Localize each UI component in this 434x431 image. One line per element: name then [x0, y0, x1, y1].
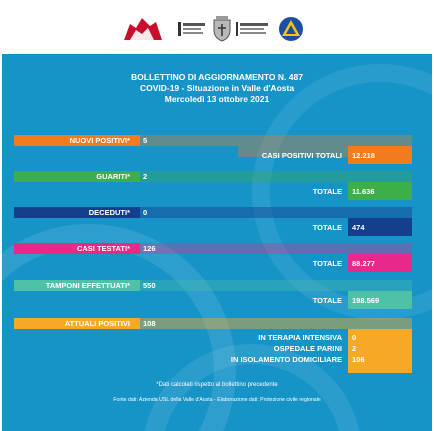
- deceduti-value: 0: [143, 208, 148, 217]
- deceduti-total-value: 474: [352, 223, 365, 232]
- value-bar: [140, 135, 412, 146]
- ausl-logo: [178, 20, 206, 38]
- value-bar: [140, 280, 412, 291]
- civil-protection-logo: [278, 16, 304, 42]
- terapia-intensiva-label: IN TERAPIA INTENSIVA: [258, 333, 342, 342]
- guariti-total-value: 11.636: [352, 187, 375, 196]
- nuovi-positivi-value: 5: [143, 136, 148, 145]
- nuovi-positivi-label: NUOVI POSITIVI*: [69, 136, 130, 145]
- deceduti-label: DECEDUTI*: [88, 208, 130, 217]
- guariti-label: GUARITI*: [96, 172, 130, 181]
- attuali-positivi-value: 108: [143, 319, 156, 328]
- data-source-note: Fonte dati: Azienda USL della Valle d'Aosta - Elaborazione dati: Protezione civile regionale: [113, 397, 321, 403]
- casi-testati-total-value: 88.277: [352, 259, 375, 268]
- guariti-total-label: TOTALE: [312, 187, 342, 196]
- bulletin-date: Mercoledì 13 ottobre 2021: [164, 94, 270, 104]
- logo-strip: [0, 0, 434, 54]
- bulletin-card: [2, 54, 432, 431]
- regione-logo: [122, 14, 164, 44]
- breakdown-value-bar: [348, 329, 412, 373]
- tamponi-label: TAMPONI EFFETTUATI*: [45, 281, 130, 290]
- casi-positivi-totali-value: 12.218: [352, 151, 375, 160]
- casi-testati-label: CASI TESTATI*: [76, 244, 130, 253]
- bulletin-title: BOLLETTINO DI AGGIORNAMENTO N. 487: [131, 72, 303, 82]
- bulletin-subtitle: COVID-19 - Situazione in Valle d'Aosta: [139, 83, 295, 93]
- casi-positivi-totali-label: CASI POSITIVI TOTALI: [261, 151, 342, 160]
- value-bar: [140, 171, 412, 182]
- ospedale-parini-label: OSPEDALE PARINI: [273, 344, 342, 353]
- footnote: *Dati calcolati rispetto al bollettino precedente: [156, 382, 278, 388]
- tamponi-total-label: TOTALE: [312, 296, 342, 305]
- regione-text-logo: [236, 20, 270, 38]
- coat-of-arms-logo: [212, 16, 232, 42]
- casi-testati-value: 126: [143, 244, 156, 253]
- tamponi-total-value: 198.569: [352, 296, 380, 305]
- value-bar: [140, 207, 412, 218]
- isolamento-domiciliare-label: IN ISOLAMENTO DOMICILIARE: [230, 355, 342, 364]
- deceduti-total-label: TOTALE: [312, 223, 342, 232]
- value-bar: [140, 318, 412, 329]
- terapia-intensiva-value: 0: [352, 333, 357, 342]
- guariti-value: 2: [143, 172, 148, 181]
- tamponi-value: 550: [143, 281, 156, 290]
- value-bar: [140, 243, 412, 254]
- isolamento-domiciliare-value: 106: [352, 355, 365, 364]
- ospedale-parini-value: 2: [352, 344, 357, 353]
- casi-testati-total-label: TOTALE: [312, 259, 342, 268]
- attuali-positivi-label: ATTUALI POSITIVI: [64, 319, 130, 328]
